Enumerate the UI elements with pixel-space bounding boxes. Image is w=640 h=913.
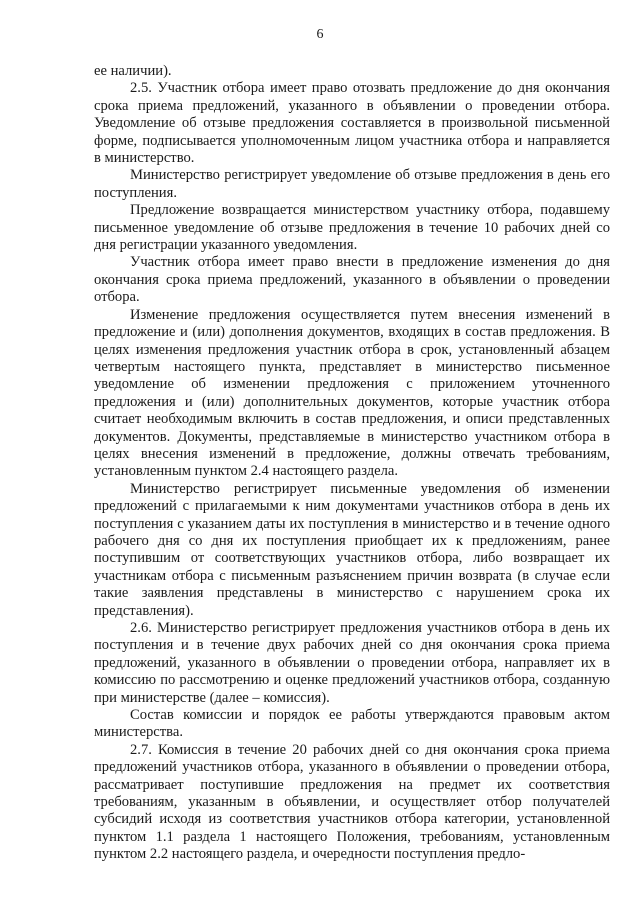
- paragraph-registration-of-amendments: Министерство регистрирует письменные уведомления об изменении предложений с прилагаемыми к ним документами участников отбора в день их поступления с указанием даты их поступления в министерство и в течение одного рабочего дня со дня их поступления приобщает их к предложениям, ранее поступившим от соответствующих участников отбора, либо возвращает их участникам отбора с письменным разъяснением причин возврата (в случае если такие заявления представлены в министерство с нарушением срока их представления).: [94, 480, 610, 619]
- paragraph-return-of-proposal: Предложение возвращается министерством участнику отбора, подавшему письменное уведомление об отзыве предложения в течение 10 рабочих дней со дня регистрации указанного уведомления.: [94, 202, 610, 254]
- paragraph-2-6: 2.6. Министерство регистрирует предложения участников отбора в день их поступления и в течение двух рабочих дней со дня окончания срока приема предложений, указанного в объявлении о проведении отбора, направляет их в комиссию по рассмотрению и оценке предложений участников отбора, созданную при министерстве (далее – комиссия).: [94, 620, 610, 706]
- paragraph-right-to-amend: Участник отбора имеет право внести в предложение изменения до дня окончания срока приема предложений, указанного в объявлении о проведении отбора.: [94, 254, 610, 306]
- paragraph-amendment-procedure: Изменение предложения осуществляется путем внесения изменений в предложение и (или) дополнения документов, входящих в состав предложения. В целях изменения предложения участник отбора в срок, установленный абзацем четвертым настоящего пункта, представляет в министерство письменное уведомление об изменении предложения с приложением уточненного предложения и (или) дополнительных документов, которые участник отбора считает необходимым включить в состав предложения, и описи представленных документов. Документы, представляемые в министерство участником отбора в целях внесения изменений в предложение, должны отвечать требованиям, установленным пунктом 2.4 настоящего раздела.: [94, 306, 610, 480]
- paragraph-registration-withdrawal: Министерство регистрирует уведомление об отзыве предложения в день его поступления.: [94, 167, 610, 201]
- document-body: [94, 63, 610, 864]
- paragraph-2-7: 2.7. Комиссия в течение 20 рабочих дней со дня окончания срока приема предложений участников отбора, указанного в объявлении о проведении отбора, рассматривает поступившие предложения на предмет их соответствия требованиям, указанным в объявлении, и осуществляет отбор получателей субсидий исходя из соответствия участников отбора категории, установленной пунктом 1.1 раздела 1 настоящего Положения, требованиям, установленным пунктом 2.2 настоящего раздела, и очередности поступления предло-: [94, 741, 610, 863]
- paragraph-continuation: ее наличии).: [94, 63, 172, 79]
- paragraph-2-5: 2.5. Участник отбора имеет право отозвать предложение до дня окончания срока приема предложений, указанного в объявлении о проведении отбора. Уведомление об отзыве предложения составляется в произвольной письменной форме, подписывается уполномоченным лицом участника отбора и направляется в министерство.: [94, 80, 610, 167]
- paragraph-commission-composition: Состав комиссии и порядок ее работы утверждаются правовым актом министерства.: [94, 707, 610, 741]
- page-number: 6: [316, 27, 324, 42]
